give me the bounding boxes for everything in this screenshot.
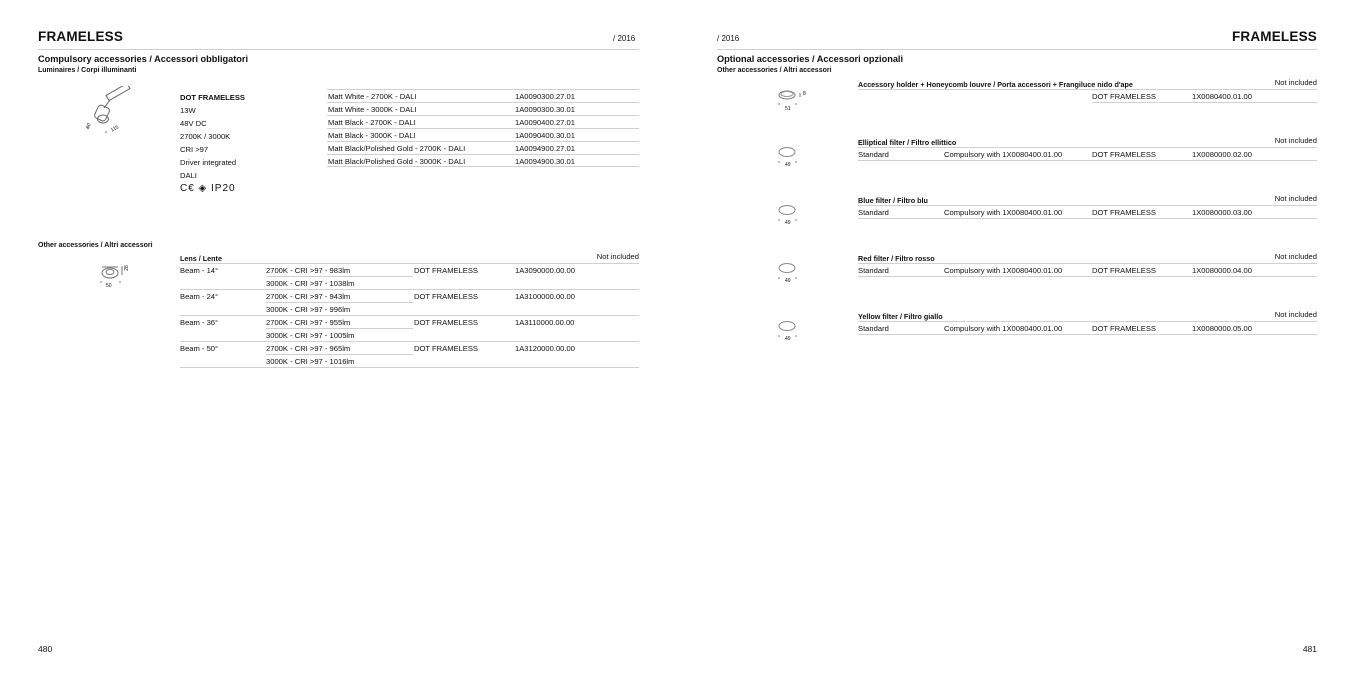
lens-output: 2700K - CRI >97 - 965lm	[266, 344, 351, 353]
lens-output: 3000K - CRI >97 - 1016lm	[266, 357, 355, 366]
lens-compat: DOT FRAMELESS	[414, 292, 478, 301]
not-included-note: Not included	[1274, 78, 1317, 87]
brand-title: FRAMELESS	[1231, 29, 1317, 44]
lens-compat: DOT FRAMELESS	[414, 344, 478, 353]
lens-beam: Beam - 24°	[180, 292, 219, 301]
header-divider	[38, 49, 639, 50]
lens-title: Lens / Lente	[180, 254, 222, 263]
dimension-label: 49	[785, 278, 791, 284]
table-divider	[858, 218, 1317, 219]
not-included-note: Not included	[1274, 136, 1317, 145]
table-divider	[858, 160, 1317, 161]
not-included-note: Not included	[1274, 310, 1317, 319]
other-accessories-title: Other accessories / Altri accessori	[38, 242, 153, 249]
variant-code: 1A0094900.30.01	[515, 157, 575, 166]
table-divider	[327, 141, 639, 142]
accessory-compat-note: Compulsory with 1X0080400.01.00	[944, 324, 1063, 333]
lens-beam: Beam - 50°	[180, 344, 219, 353]
accessory-product: DOT FRAMELESS	[1092, 150, 1156, 159]
edition-year: / 2016	[613, 34, 636, 43]
section-subtitle: Luminaires / Corpi illuminanti	[38, 67, 137, 74]
table-divider	[327, 154, 639, 155]
accessory-title: Blue filter / Filtro blu	[858, 196, 928, 205]
table-divider	[180, 263, 639, 264]
lens-output: 3000K - CRI >97 - 996lm	[266, 305, 351, 314]
certification-marks: C€ ◈ IP20	[180, 183, 236, 194]
lens-compat: DOT FRAMELESS	[414, 318, 478, 327]
accessory-compat-note: Compulsory with 1X0080400.01.00	[944, 150, 1063, 159]
variant-code: 1A0090300.30.01	[515, 105, 575, 114]
dimension-label: 8	[803, 91, 806, 97]
table-divider	[266, 302, 413, 303]
lens-beam: Beam - 36°	[180, 318, 219, 327]
accessory-code: 1X0080000.02.00	[1192, 150, 1252, 159]
accessory-product: DOT FRAMELESS	[1092, 266, 1156, 275]
page-number: 481	[1302, 644, 1317, 654]
variant-finish: Matt Black/Polished Gold - 3000K - DALI	[328, 157, 466, 166]
lens-code: 1A3090000.00.00	[515, 266, 575, 275]
spec-item: 13W	[180, 106, 196, 115]
variant-finish: Matt Black - 2700K - DALI	[328, 118, 416, 127]
section-subtitle: Other accessories / Altri accessori	[717, 67, 832, 74]
lens-output: 2700K - CRI >97 - 983lm	[266, 266, 351, 275]
section-title: Optional accessories / Accessori opzionali	[717, 54, 904, 64]
table-divider	[858, 147, 1317, 148]
spec-item: Driver integrated	[180, 158, 237, 167]
spec-item: CRI >97	[180, 145, 209, 154]
dimension-label: 50	[106, 283, 112, 289]
lens-output: 3000K - CRI >97 - 1005lm	[266, 331, 355, 340]
accessory-compat-note: Compulsory with 1X0080400.01.00	[944, 208, 1063, 217]
table-divider	[1092, 102, 1317, 103]
lens-compat: DOT FRAMELESS	[414, 266, 478, 275]
accessory-type: Standard	[858, 208, 889, 217]
not-included-note: Not included	[1274, 252, 1317, 261]
lens-code: 1A3100000.00.00	[515, 292, 575, 301]
variant-code: 1A0090400.30.01	[515, 131, 575, 140]
accessory-code: 1X0080000.05.00	[1192, 324, 1252, 333]
table-divider	[858, 263, 1317, 264]
dimension-label: 115	[110, 124, 120, 134]
variant-code: 1A0090300.27.01	[515, 92, 575, 101]
lens-output: 2700K - CRI >97 - 955lm	[266, 318, 351, 327]
lens-output: 2700K - CRI >97 - 943lm	[266, 292, 351, 301]
table-divider	[858, 334, 1317, 335]
lens-code: 1A3120000.00.00	[515, 344, 575, 353]
edition-year: / 2016	[717, 34, 740, 43]
variant-code: 1A0090400.27.01	[515, 118, 575, 127]
table-divider	[327, 115, 639, 116]
not-included-note: Not included	[596, 252, 639, 261]
header-divider	[717, 49, 1317, 50]
accessory-title: Elliptical filter / Filtro ellittico	[858, 138, 957, 147]
dimension-label: 28	[123, 265, 130, 271]
page-number: 480	[38, 644, 53, 654]
dimension-label: 60	[85, 122, 93, 130]
accessory-product: DOT FRAMELESS	[1092, 92, 1156, 101]
table-divider	[858, 205, 1317, 206]
variant-finish: Matt White - 2700K - DALI	[328, 92, 417, 101]
table-divider	[858, 89, 1317, 90]
table-divider	[266, 328, 413, 329]
not-included-note: Not included	[1274, 194, 1317, 203]
track-spotlight-drawing-icon	[84, 86, 136, 138]
variant-finish: Matt Black - 3000K - DALI	[328, 131, 416, 140]
product-spec-list	[180, 91, 310, 195]
accessory-title: Accessory holder + Honeycomb louvre / Porta accessori + Frangiluce nido d'ape	[858, 80, 1133, 89]
table-divider	[327, 102, 639, 103]
table-divider	[266, 276, 413, 277]
accessory-title: Red filter / Filtro rosso	[858, 254, 935, 263]
table-divider	[327, 128, 639, 129]
dimension-label: 49	[785, 336, 791, 342]
variant-finish: Matt White - 3000K - DALI	[328, 105, 417, 114]
accessory-compat-note: Compulsory with 1X0080400.01.00	[944, 266, 1063, 275]
dimension-label: 51	[785, 106, 791, 112]
dimension-label: 49	[785, 220, 791, 226]
table-divider	[327, 89, 639, 90]
spec-item: DALI	[180, 171, 197, 180]
table-divider	[180, 367, 639, 368]
accessory-title: Yellow filter / Filtro giallo	[858, 312, 943, 321]
brand-title: FRAMELESS	[38, 29, 124, 44]
dimension-label: 49	[785, 162, 791, 168]
lens-code: 1A3110000.00.00	[515, 318, 575, 327]
table-divider	[858, 321, 1317, 322]
accessory-code: 1X0080000.03.00	[1192, 208, 1252, 217]
accessory-type: Standard	[858, 324, 889, 333]
table-divider	[180, 341, 639, 342]
table-divider	[266, 354, 413, 355]
table-divider	[180, 289, 639, 290]
accessory-product: DOT FRAMELESS	[1092, 324, 1156, 333]
table-divider	[180, 315, 639, 316]
table-divider	[858, 276, 1317, 277]
section-title: Compulsory accessories / Accessori obbligatori	[38, 54, 249, 64]
accessory-code: 1X0080000.04.00	[1192, 266, 1252, 275]
table-divider	[327, 166, 639, 167]
product-name: DOT FRAMELESS	[180, 93, 245, 102]
accessory-product: DOT FRAMELESS	[1092, 208, 1156, 217]
spec-item: 48V DC	[180, 119, 207, 128]
accessory-code: 1X0080400.01.00	[1192, 92, 1252, 101]
lens-beam: Beam - 14°	[180, 266, 219, 275]
lens-output: 3000K - CRI >97 - 1038lm	[266, 279, 355, 288]
variant-code: 1A0094900.27.01	[515, 144, 575, 153]
variant-finish: Matt Black/Polished Gold - 2700K - DALI	[328, 144, 466, 153]
spec-item: 2700K / 3000K	[180, 132, 231, 141]
accessory-type: Standard	[858, 150, 889, 159]
accessory-type: Standard	[858, 266, 889, 275]
